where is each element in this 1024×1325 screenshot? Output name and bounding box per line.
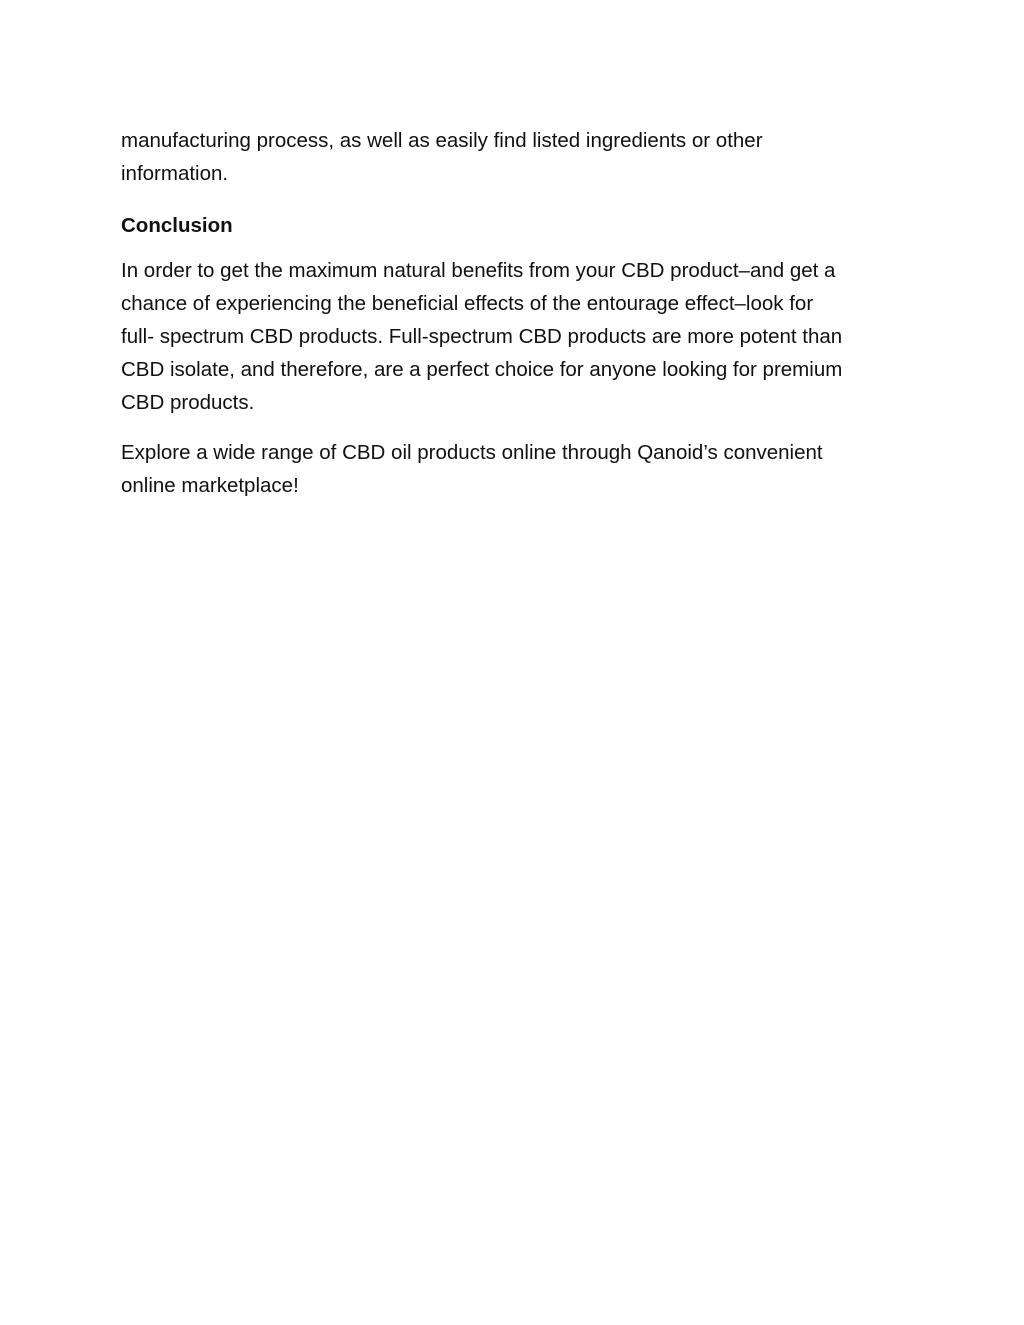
text-line: CBD isolate, and therefore, are a perfect choice for anyone looking for premium — [121, 358, 843, 381]
text-line: chance of experiencing the beneficial effects of the entourage effect–look for — [121, 292, 814, 315]
text-line: Explore a wide range of CBD oil products online through Qanoid’s convenient — [121, 441, 823, 464]
text-line: CBD products. — [121, 391, 255, 414]
text-line: In order to get the maximum natural benefits from your CBD product–and get a — [121, 259, 836, 282]
text-line: full- spectrum CBD products. Full-spectrum CBD products are more potent than — [121, 325, 843, 348]
conclusion-paragraph — [121, 254, 901, 419]
cta-paragraph — [121, 436, 901, 502]
section-heading: Conclusion — [121, 214, 233, 237]
text-line: manufacturing process, as well as easily find listed ingredients or other — [121, 129, 763, 152]
intro-paragraph — [121, 124, 901, 190]
document-body — [121, 124, 901, 502]
text-line: information. — [121, 162, 229, 185]
text-line: online marketplace! — [121, 474, 299, 497]
